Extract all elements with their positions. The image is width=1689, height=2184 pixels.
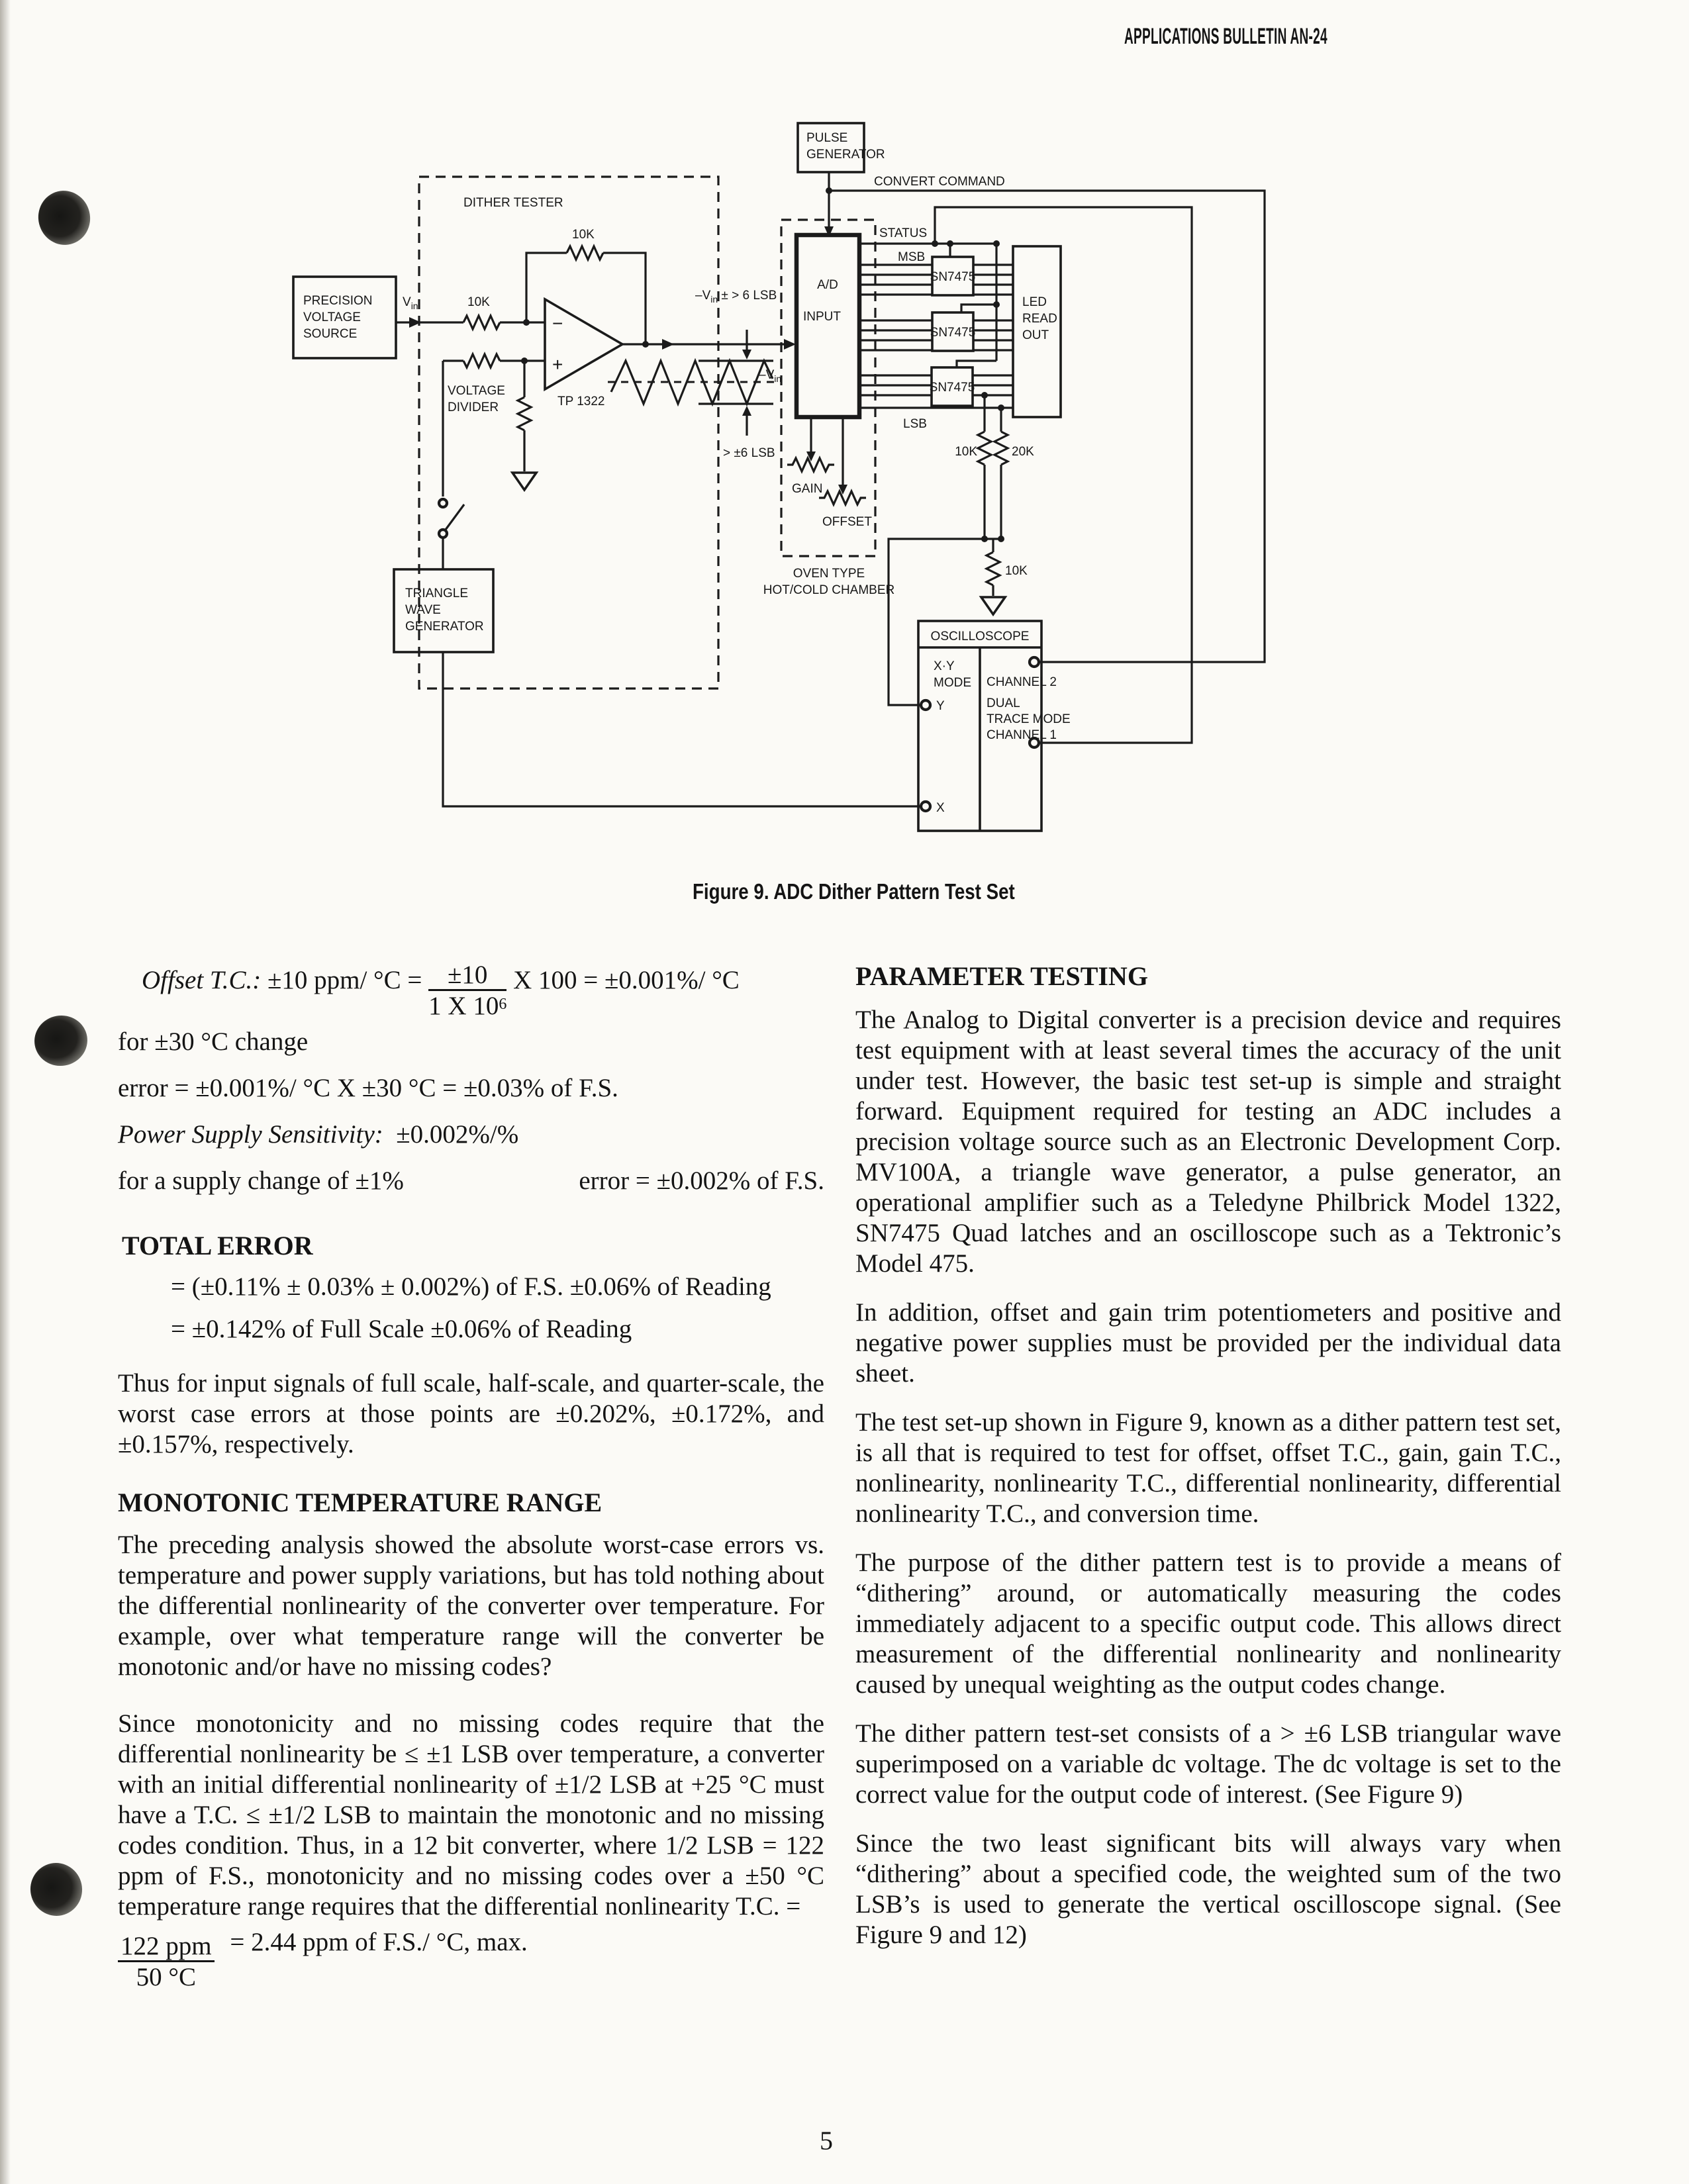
dual-trace-label-1: DUAL — [987, 696, 1020, 710]
total-error-line-1: = (±0.11% ± 0.03% ± 0.002%) of F.S. ±0.06% of Reading — [171, 1272, 771, 1302]
oscilloscope-label: OSCILLOSCOPE — [930, 630, 1030, 643]
paragraph-monotonicity: Since monotonicity and no missing codes require that the differential nonlinearity be ≤ ±1 LSB over temperature, a converter with an initial differential nonlinearity of ±1/2 LSB at +25 °C must have a T.C. ≤ ±1/2 LSB to maintain the monotonic and no missing codes condition. Thus, in a 12 bit converter, where 1/2 LSB = 122 ppm of F.S., monotonicity and no missing codes over a ±50 °C temperature range requires that the differential nonlinearity T.C. = — [118, 1709, 824, 1921]
pvs-label-1: PRECISION — [303, 294, 373, 308]
change-line: for ±30 °C change — [118, 1027, 309, 1057]
offset-label: OFFSET — [822, 515, 872, 529]
scope-y-terminal — [921, 700, 930, 710]
error-line: error = ±0.001%/ °C X ±30 °C = ±0.03% of F.S. — [118, 1074, 618, 1103]
oven-label-1: OVEN TYPE — [793, 567, 865, 581]
opamp-plus-input: + — [552, 354, 563, 375]
paragraph-adc-precision: The Analog to Digital converter is a precision device and requires test equipment with at least several times the accuracy of the unit under test. However, the basic test set-up is simple and straight forward. Equipment required for testing an ADC includes a precision voltage source such as an Electronic Development Corp. MV100A, a triangle wave generator, a pulse generator, an operational amplifier such as a Teledyne Philbrick Model 1322, SN7475 Quad latches and an oscilloscope such as a Tektronic’s Model 475. — [855, 1006, 1561, 1278]
pvs-label-3: SOURCE — [303, 327, 358, 341]
channel1-label: CHANNEL 1 — [987, 728, 1057, 742]
y-terminal-label: Y — [936, 699, 945, 713]
neg-vin-label: $-V_{in}$ — [759, 368, 782, 384]
twg-label-2: WAVE — [405, 603, 441, 617]
led-label-2: READ — [1022, 312, 1057, 326]
x-terminal-label: X — [936, 801, 945, 815]
figure-9-diagram — [0, 0, 1689, 880]
paragraph-dither-purpose: The purpose of the dither pattern test is to provide a means of “dithering” around, or automatically measuring the codes immediately adjacent to a specific output code. This allows direct measurement of the differential nonlinearity and nonlinearity caused by unequal weighting as the output codes change. — [855, 1548, 1561, 1699]
twg-label-1: TRIANGLE — [405, 587, 469, 600]
dither-tester-boundary — [419, 177, 718, 688]
input-resistor-label: 10K — [467, 295, 490, 309]
total-error-line-2: = ±0.142% of Full Scale ±0.06% of Reading — [171, 1315, 632, 1344]
voltage-divider-label-1: VOLTAGE — [448, 384, 505, 398]
channel2-label: CHANNEL 2 — [987, 675, 1057, 689]
sn7475-label-1: SN7475 — [930, 270, 976, 284]
ad-input-label: INPUT — [803, 310, 841, 324]
pvs-label-2: VOLTAGE — [303, 310, 361, 324]
pulse-gen-label-2: GENERATOR — [806, 148, 885, 162]
opamp-output-wire — [622, 339, 796, 350]
status-label: STATUS — [879, 226, 928, 240]
xy-mode-label-1: X·Y — [934, 659, 955, 673]
supply-change-line: for a supply change of ±1% error = ±0.002% of F.S. — [118, 1166, 824, 1196]
dual-trace-label-2: TRACE MODE — [987, 712, 1071, 726]
convert-command-label: CONVERT COMMAND — [874, 175, 1005, 189]
ad-label: A/D — [817, 278, 838, 292]
power-supply-sensitivity-line: Power Supply Sensitivity: ±0.002%/% — [118, 1120, 519, 1149]
right-column — [855, 961, 1561, 1950]
scope-ch2-terminal — [1030, 657, 1039, 667]
led-label-3: OUT — [1022, 328, 1049, 342]
paragraph-dither-testset: The dither pattern test-set consists of a > ±6 LSB triangular wave superimposed on a variable dc voltage. The dc voltage is set to the correct value for the output code of interest. (See Figure 9) — [855, 1719, 1561, 1809]
sn7475-label-3: SN7475 — [929, 381, 975, 395]
paragraph-preceding-analysis: The preceding analysis showed the absolute worst-case errors vs. temperature and power supply variations, but has told nothing about the differential nonlinearity of the converter over temperature. For example, over what temperature range will the converter be monotonic and/or have no missing codes? — [118, 1531, 824, 1682]
parameter-testing-heading: PARAMETER TESTING — [855, 961, 1148, 991]
paragraph-two-lsbs: Since the two least significant bits will always vary when “dithering” about a specified code, the weighted sum of the two LSB’s is used to generate the vertical oscilloscope signal. (See Figure 9 and 12) — [855, 1829, 1561, 1949]
twg-label-3: GENERATOR — [405, 620, 484, 634]
scope-x-terminal — [921, 802, 930, 811]
gt-6lsb-label: > ±6 LSB — [723, 446, 775, 460]
sn7475-label-2: SN7475 — [930, 326, 976, 340]
ad-converter-box — [796, 235, 859, 417]
lsb-label: LSB — [903, 417, 927, 431]
bulletin-header: APPLICATIONS BULLETIN AN-24 — [1124, 24, 1327, 49]
voltage-divider-label-2: DIVIDER — [448, 401, 499, 414]
scan-artifact-hole-punch — [30, 1012, 91, 1070]
paragraph-worst-case-errors: Thus for input signals of full scale, half-scale, and quarter-scale, the worst case errors at those points are ±0.202%, ±0.172%, and ±0.157%, respectively. — [118, 1369, 824, 1459]
feedback-resistor-label: 10K — [572, 228, 595, 242]
gain-label: GAIN — [792, 482, 823, 496]
opamp-minus-input: − — [552, 313, 563, 334]
opamp-input-wires — [396, 246, 649, 348]
page-number: 5 — [820, 2126, 833, 2156]
r20k-weight-label: 20K — [1012, 445, 1034, 459]
paragraph-test-setup: The test set-up shown in Figure 9, known as a dither pattern test set, is all that is required to test for offset, offset T.C., gain, gain T.C., nonlinearity, nonlinearity T.C., differential nonlinearity, differential nonlinearity T.C., and conversion time. — [855, 1408, 1561, 1528]
r10k-weight-label: 10K — [955, 445, 977, 459]
monotonic-temp-range-heading: MONOTONIC TEMPERATURE RANGE — [118, 1488, 603, 1518]
weighted-sum-network — [889, 392, 1008, 705]
pulse-gen-label-1: PULSE — [806, 131, 848, 145]
paragraph-in-addition: In addition, offset and gain trim potentiometers and positive and negative power supplies must be provided per the individual data sheet. — [855, 1298, 1561, 1388]
total-error-heading: TOTAL ERROR — [122, 1231, 313, 1261]
r10k-ground-label: 10K — [1005, 564, 1028, 578]
tp1322-label: TP 1322 — [557, 395, 605, 408]
oven-label-2: HOT/COLD CHAMBER — [763, 583, 895, 597]
scan-artifact-hole-punch — [26, 1858, 87, 1921]
msb-label: MSB — [898, 250, 926, 264]
offset-tc-equation: Offset T.C.: ±10 ppm/ °C = $\frac{\pm 10}{1 X 10^6}$ X 100 = ±0.001%/ °C — [142, 961, 740, 1021]
left-column — [118, 961, 824, 1991]
xy-mode-label-2: MODE — [934, 676, 971, 690]
dither-waveform — [608, 330, 780, 436]
tc-fraction-line: 122 ppm 50 °C = 2.44 ppm of F.S./ °C, max. — [118, 1927, 824, 1991]
figure-caption: Figure 9. ADC Dither Pattern Test Set — [693, 879, 1015, 904]
dither-tester-label: DITHER TESTER — [463, 196, 563, 210]
neg-vin-lsb-label: $-V_{in}$ ± > 6 LSB — [695, 289, 777, 305]
led-label-1: LED — [1022, 295, 1047, 309]
vin-label: $V_{in}$ — [403, 295, 418, 311]
